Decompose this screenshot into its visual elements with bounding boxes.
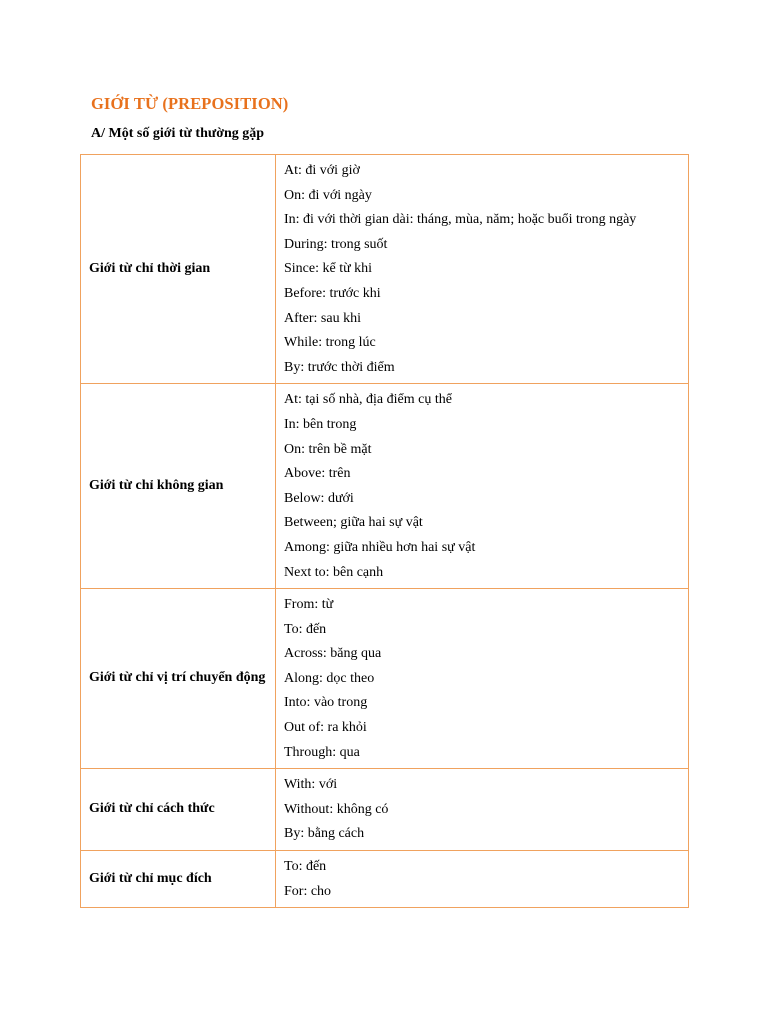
- list-item: Above: trên: [284, 466, 351, 482]
- document-title: GIỚI TỪ (PREPOSITION): [91, 94, 289, 113]
- list-item: From: từ: [284, 597, 334, 613]
- list-item: Since: kể từ khi: [284, 261, 373, 277]
- list-item: In: đi với thời gian dài: tháng, mùa, năm; hoặc buổi trong ngày: [284, 212, 637, 228]
- list-item: Out of: ra khỏi: [284, 720, 367, 736]
- items-cell: [276, 589, 689, 769]
- category-cell: Giới từ chỉ mục đích: [81, 851, 276, 908]
- table-row: [81, 589, 689, 769]
- table-row: [81, 769, 689, 851]
- list-item: While: trong lúc: [284, 335, 376, 351]
- table-row: [81, 851, 689, 908]
- list-item: At: tại số nhà, địa điểm cụ thể: [284, 392, 452, 408]
- list-item: In: bên trong: [284, 416, 357, 432]
- list-item: At: đi với giờ: [284, 163, 360, 178]
- list-item: Across: băng qua: [284, 646, 382, 662]
- list-item: Before: trước khi: [284, 285, 381, 301]
- items-cell: [276, 769, 689, 851]
- preposition-table: [80, 154, 689, 908]
- list-item: With: với: [284, 777, 338, 793]
- category-cell: Giới từ chỉ cách thức: [81, 769, 276, 851]
- section-heading: A/ Một số giới từ thường gặp: [91, 126, 265, 141]
- list-item: Through: qua: [284, 744, 360, 760]
- list-item: During: trong suốt: [284, 236, 388, 252]
- list-item: Between; giữa hai sự vật: [284, 515, 423, 531]
- items-cell: [276, 384, 689, 589]
- list-item: After: sau khi: [284, 310, 361, 326]
- category-cell: Giới từ chỉ vị trí chuyển động: [81, 589, 276, 769]
- list-item: Below: dưới: [284, 490, 354, 506]
- category-cell: Giới từ chỉ không gian: [81, 384, 276, 589]
- list-item: By: bằng cách: [284, 826, 365, 842]
- table-row: [81, 384, 689, 589]
- list-item: Among: giữa nhiều hơn hai sự vật: [284, 539, 476, 555]
- list-item: By: trước thời điểm: [284, 359, 395, 375]
- category-cell: Giới từ chỉ thời gian: [81, 155, 276, 384]
- preposition-table-body: [81, 155, 689, 908]
- list-item: To: đến: [284, 621, 327, 637]
- list-item: Without: không có: [284, 801, 389, 817]
- items-cell: [276, 851, 689, 908]
- list-item: For: cho: [284, 883, 332, 899]
- list-item: Into: vào trong: [284, 695, 368, 711]
- table-row: [81, 155, 689, 384]
- list-item: Along: dọc theo: [284, 670, 375, 686]
- list-item: Next to: bên cạnh: [284, 564, 384, 580]
- items-cell: [276, 155, 689, 384]
- list-item: On: trên bề mặt: [284, 441, 372, 457]
- list-item: On: đi với ngày: [284, 187, 372, 203]
- list-item: To: đến: [284, 859, 327, 875]
